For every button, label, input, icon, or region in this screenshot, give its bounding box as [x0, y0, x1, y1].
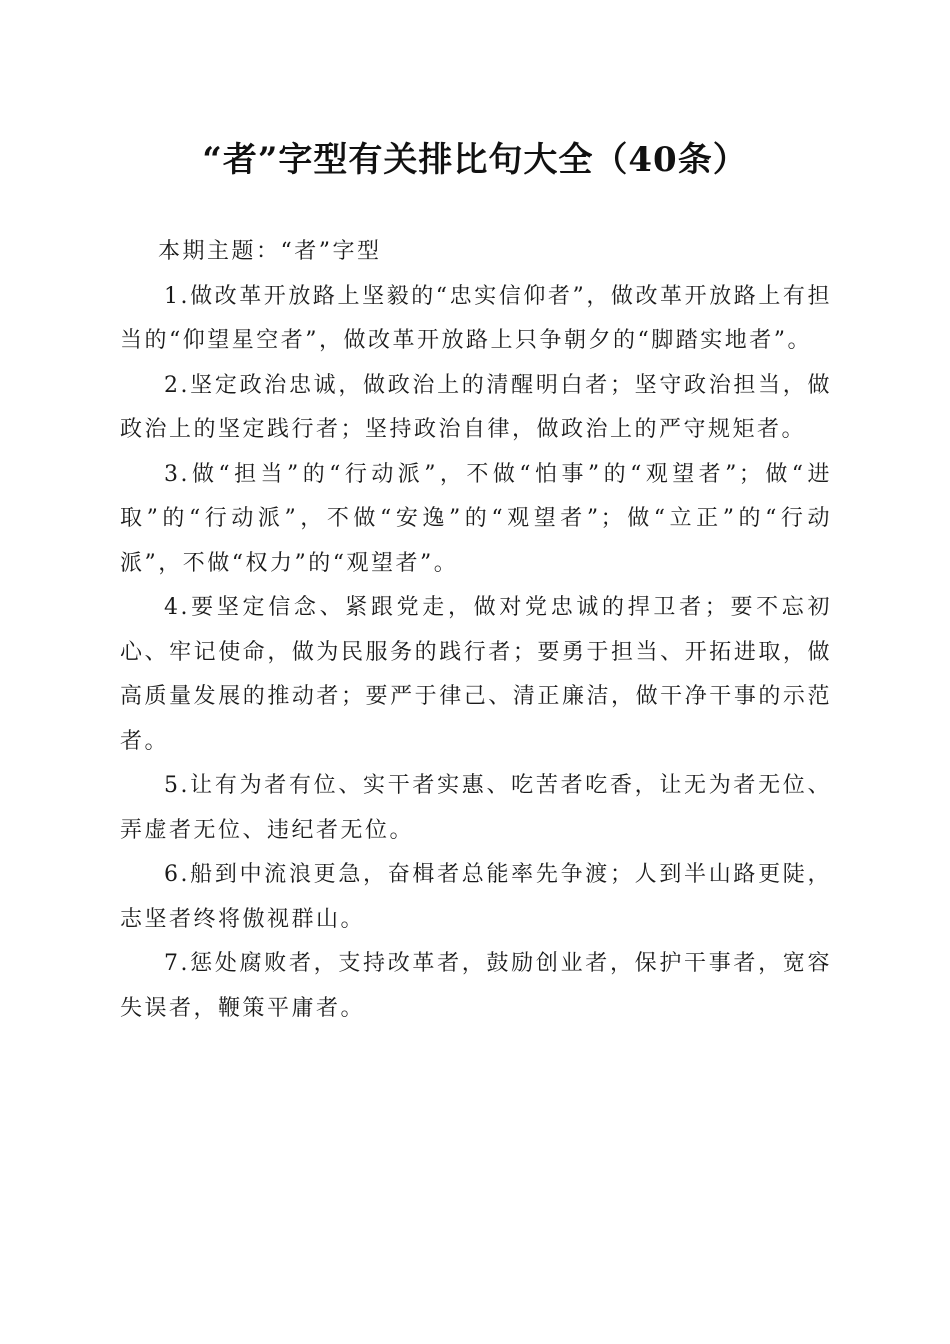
- paragraph-2: 2.坚定政治忠诚，做政治上的清醒明白者；坚守政治担当，做政治上的坚定践行者；坚持政治自律，做政治上的严守规矩者。: [120, 372, 832, 442]
- paragraph-6: 6.船到中流浪更急，奋楫者总能率先争渡；人到半山路更陡，志坚者终将傲视群山。: [120, 862, 832, 932]
- document-title: “者”字型有关排比句大全（40条）: [202, 140, 748, 180]
- subject-line: 本期主题：“者”字型: [158, 239, 382, 264]
- document-body: [120, 230, 832, 1031]
- paragraph-3: 3.做“担当”的“行动派”，不做“怕事”的“观望者”；做“进取”的“行动派”，不做“安逸”的“观望者”；做“立正”的“行动派”，不做“权力”的“观望者”。: [120, 461, 832, 576]
- paragraph-5: 5.让有为者有位、实干者实惠、吃苦者吃香，让无为者无位、弄虚者无位、违纪者无位。: [120, 773, 832, 843]
- paragraph-1: 1.做改革开放路上坚毅的“忠实信仰者”，做改革开放路上有担当的“仰望星空者”，做改革开放路上只争朝夕的“脚踏实地者”。: [120, 283, 832, 353]
- paragraph-7: 7.惩处腐败者，支持改革者，鼓励创业者，保护干事者，宽容失误者，鞭策平庸者。: [120, 951, 832, 1021]
- paragraph-4: 4.要坚定信念、紧跟党走，做对党忠诚的捍卫者；要不忘初心、牢记使命，做为民服务的践行者；要勇于担当、开拓进取，做高质量发展的推动者；要严于律己、清正廉洁，做干净干事的示范者。: [120, 595, 832, 754]
